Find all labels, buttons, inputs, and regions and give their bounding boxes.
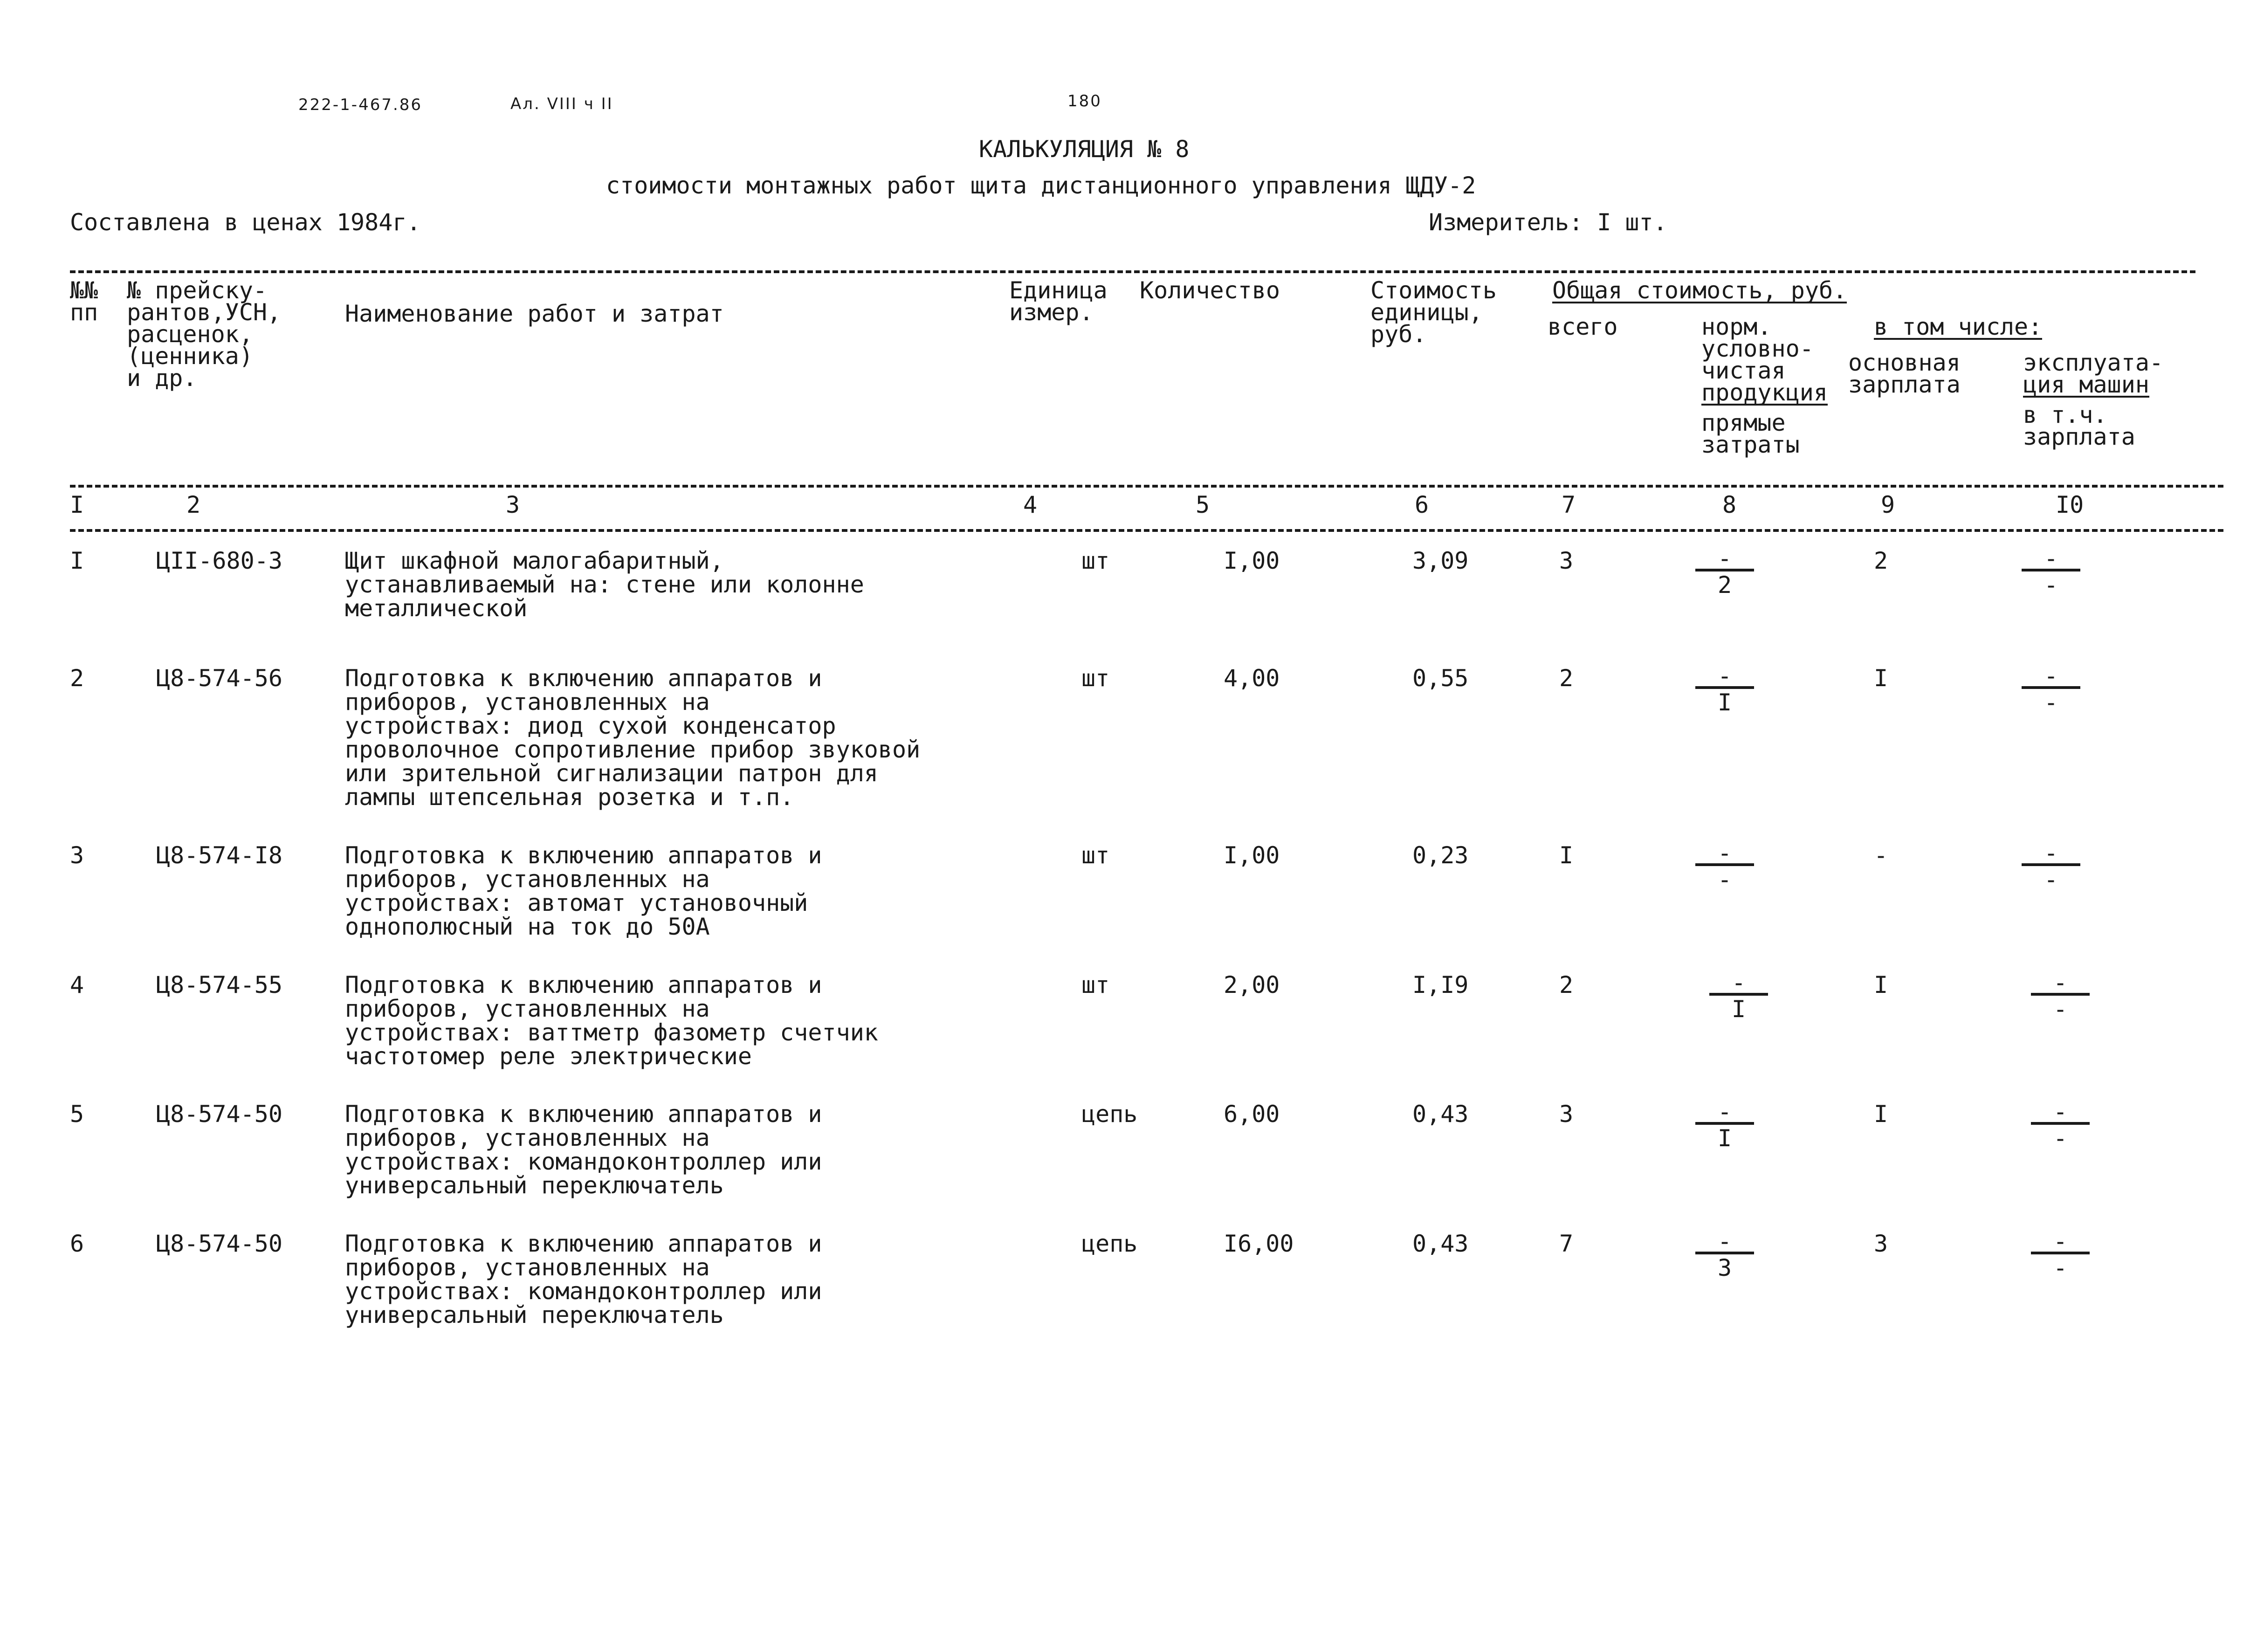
col-number-6: 6 — [1415, 491, 1429, 518]
header-top-rule — [70, 270, 2195, 273]
col-header-unit: Единица измер. — [1009, 277, 1108, 326]
normative-product-fraction — [1690, 840, 1760, 893]
machine-salary-value: - — [2053, 1125, 2068, 1152]
col-number-3: 3 — [506, 491, 520, 518]
direct-costs-value: I — [1717, 1125, 1732, 1152]
machine-operation-underlined: ция машин — [2023, 371, 2149, 398]
col-header-machine-operation — [2023, 349, 2164, 450]
unit: цепь — [1081, 1101, 1138, 1128]
base-salary: - — [1874, 842, 1888, 869]
direct-costs-value: I — [1731, 996, 1746, 1023]
work-name: Подготовка к включению аппаратов и приборов, установленных на устройствах: автомат установочный однополюсный на ток до 50А — [345, 842, 822, 940]
price-code: Ц8-574-55 — [156, 971, 282, 998]
row-number: 3 — [70, 842, 84, 869]
base-salary: I — [1874, 971, 1888, 998]
col-number-5: 5 — [1196, 491, 1210, 518]
col-number-9: 9 — [1881, 491, 1895, 518]
normative-product-underlined: продукция — [1701, 379, 1828, 406]
direct-costs-value: 2 — [1717, 571, 1732, 599]
price-code: Ц8-574-50 — [156, 1230, 282, 1257]
total-cost: 3 — [1559, 1101, 1574, 1128]
quantity: 6,00 — [1224, 1101, 1280, 1128]
machine-operation-value: - — [2044, 545, 2058, 572]
normative-product-fraction — [1690, 662, 1760, 716]
machine-salary-value: - — [2053, 996, 2068, 1023]
machine-salary-value: - — [2044, 689, 2058, 716]
machine-operation-fraction — [2016, 545, 2086, 599]
total-cost: 2 — [1559, 665, 1574, 692]
normative-product-fraction — [1704, 969, 1774, 1023]
normative-product-value: - — [1717, 840, 1732, 867]
col-header-work-name: Наименование работ и затрат — [345, 300, 724, 327]
normative-product-fraction — [1690, 1098, 1760, 1152]
col-header-price-code: № прейску- рантов,УСН, расценок, (ценника) и др. — [127, 277, 282, 392]
row-number: 2 — [70, 665, 84, 692]
total-cost: 2 — [1559, 971, 1574, 998]
row-number: 4 — [70, 971, 84, 998]
price-code: Ц8-574-50 — [156, 1101, 282, 1128]
measure-unit-note: Измеритель: I шт. — [1429, 209, 1667, 236]
col-number-1: I — [70, 491, 84, 518]
col-header-quantity: Количество — [1140, 277, 1280, 304]
machine-operation-value: - — [2044, 840, 2058, 867]
machine-operation-value: - — [2053, 1098, 2068, 1125]
unit: цепь — [1081, 1230, 1138, 1257]
unit-cost: 0,43 — [1412, 1101, 1469, 1128]
machine-operation-fraction — [2016, 662, 2086, 716]
col-header-including-group — [1874, 313, 2043, 340]
work-name: Подготовка к включению аппаратов и приборов, установленных на устройствах: командоконтроллер или универсальный переключатель — [345, 1230, 822, 1328]
col-header-row-number: №№ пп — [70, 277, 98, 326]
normative-product-fraction — [1690, 1228, 1760, 1281]
col-header-total: всего — [1548, 313, 1618, 340]
album-reference: Ал. VIII ч II — [510, 95, 613, 113]
machine-operation-fraction — [2025, 1098, 2095, 1152]
header-bottom-rule — [70, 485, 2223, 488]
price-basis-note: Составлена в ценах 1984г. — [70, 209, 421, 236]
column-numbers-rule — [70, 529, 2223, 532]
unit-cost: 0,55 — [1412, 665, 1469, 692]
direct-costs-value: - — [1717, 866, 1732, 893]
unit: шт — [1081, 842, 1110, 869]
page-number: 180 — [1067, 92, 1102, 110]
document-title: КАЛЬКУЛЯЦИЯ № 8 — [979, 136, 1190, 163]
unit-cost: 0,23 — [1412, 842, 1469, 869]
col-number-7: 7 — [1562, 491, 1576, 518]
col-header-unit-cost: Стоимость единицы, руб. — [1370, 277, 1497, 348]
normative-product-value: - — [1717, 1098, 1732, 1125]
document-code: 222-1-467.86 — [298, 96, 423, 114]
unit-cost: 0,43 — [1412, 1230, 1469, 1257]
direct-costs-value: 3 — [1717, 1254, 1732, 1281]
col-number-2: 2 — [186, 491, 201, 518]
including-group-label: в том числе: — [1874, 313, 2043, 340]
price-code: Ц8-574-I8 — [156, 842, 282, 869]
quantity: I,00 — [1224, 842, 1280, 869]
col-number-8: 8 — [1722, 491, 1737, 518]
base-salary: 3 — [1874, 1230, 1888, 1257]
base-salary: 2 — [1874, 547, 1888, 574]
normative-product-value: - — [1731, 969, 1746, 996]
base-salary: I — [1874, 665, 1888, 692]
work-name: Подготовка к включению аппаратов и приборов, установленных на устройствах: командоконтроллер или универсальный переключатель — [345, 1101, 822, 1199]
including-salary-label: в т.ч. зарплата — [2023, 401, 2135, 450]
total-cost-group-label: Общая стоимость, руб. — [1552, 277, 1847, 304]
quantity: 2,00 — [1224, 971, 1280, 998]
price-code: ЦII-680-3 — [156, 547, 282, 574]
total-cost: 7 — [1559, 1230, 1574, 1257]
machine-salary-value: - — [2053, 1254, 2068, 1281]
machine-operation-fraction — [2016, 840, 2086, 893]
normative-product-value: - — [1717, 545, 1732, 572]
machine-salary-value: - — [2044, 571, 2058, 599]
work-name: Подготовка к включению аппаратов и приборов, установленных на устройствах: ваттметр фазометр счетчик частотомер реле электрические — [345, 971, 878, 1070]
direct-costs-value: I — [1717, 689, 1732, 716]
unit: шт — [1081, 971, 1110, 998]
row-number: 5 — [70, 1101, 84, 1128]
unit-cost: 3,09 — [1412, 547, 1469, 574]
machine-salary-value: - — [2044, 866, 2058, 893]
unit-cost: I,I9 — [1412, 971, 1469, 998]
machine-operation-value: - — [2044, 662, 2058, 689]
quantity: I,00 — [1224, 547, 1280, 574]
unit: шт — [1081, 665, 1110, 692]
machine-operation-fraction — [2025, 969, 2095, 1023]
normative-product-label: норм. условно- чистая — [1701, 313, 1814, 384]
document-subtitle: стоимости монтажных работ щита дистанционного управления ЩДУ-2 — [606, 172, 1476, 199]
direct-costs-label: прямые затраты — [1701, 409, 1800, 458]
row-number: 6 — [70, 1230, 84, 1257]
total-cost: I — [1559, 842, 1574, 869]
col-number-10: I0 — [2056, 491, 2084, 518]
col-number-4: 4 — [1023, 491, 1038, 518]
price-code: Ц8-574-56 — [156, 665, 282, 692]
unit: шт — [1081, 547, 1110, 574]
work-name: Щит шкафной малогабаритный, устанавливаемый на: стене или колонне металлической — [345, 547, 864, 622]
work-name: Подготовка к включению аппаратов и приборов, установленных на устройствах: диод сухой конденсатор проволочное сопротивление прибор звуковой или зрительной сигнализации патрон для лампы штепсельная розетка и т.п. — [345, 665, 921, 811]
col-header-base-salary: основная зарплата — [1848, 349, 1961, 398]
col-header-normative-product — [1701, 313, 1828, 458]
normative-product-value: - — [1717, 662, 1732, 689]
quantity: I6,00 — [1224, 1230, 1294, 1257]
col-header-total-cost-group — [1552, 277, 1847, 304]
machine-operation-fraction — [2025, 1228, 2095, 1281]
machine-operation-value: - — [2053, 1228, 2068, 1255]
row-number: I — [70, 547, 84, 574]
normative-product-fraction — [1690, 545, 1760, 599]
normative-product-value: - — [1717, 1228, 1732, 1255]
quantity: 4,00 — [1224, 665, 1280, 692]
machine-operation-value: - — [2053, 969, 2068, 996]
machine-operation-label: эксплуата- — [2023, 349, 2164, 376]
base-salary: I — [1874, 1101, 1888, 1128]
total-cost: 3 — [1559, 547, 1574, 574]
